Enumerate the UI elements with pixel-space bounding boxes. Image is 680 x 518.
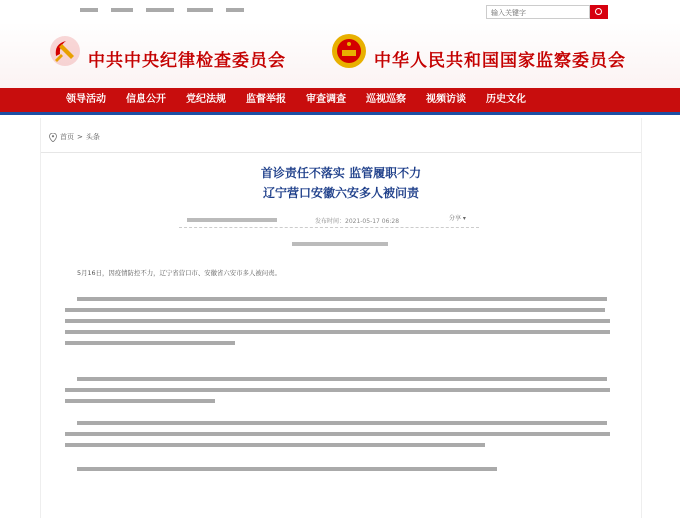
breadcrumb-current[interactable]: 头条 <box>85 133 100 141</box>
search-input[interactable]: 输入关键字 <box>486 5 590 19</box>
article-date: 发布时间：2021-05-17 06:28 <box>315 218 400 225</box>
article-title-line2: 辽宁营口安徽六安多人被问责 <box>262 186 419 200</box>
site-title-right: 中华人民共和国国家监察委员会 <box>374 51 626 71</box>
top-link[interactable] <box>187 6 216 14</box>
article-byline <box>41 240 641 247</box>
search-button[interactable] <box>590 5 608 19</box>
nav-item-leadership[interactable]: 领导活动 <box>66 94 106 105</box>
national-emblem-icon <box>330 32 368 70</box>
article-paragraph-5 <box>65 464 617 475</box>
breadcrumb-home[interactable]: 首页 <box>60 133 74 141</box>
top-bar <box>0 0 680 22</box>
article-paragraph-4 <box>65 418 617 451</box>
nav-item-inspection[interactable]: 巡视巡察 <box>366 94 406 105</box>
nav-item-investigation[interactable]: 审查调查 <box>306 94 346 105</box>
nav-item-report[interactable]: 监督举报 <box>246 94 286 105</box>
breadcrumb-separator: > <box>77 133 83 141</box>
article-container <box>40 118 642 518</box>
party-emblem-icon <box>48 34 82 68</box>
article-title-line1: 首诊责任不落实 监管履职不力 <box>260 166 422 180</box>
share-button[interactable]: 分享 ▾ <box>449 215 466 222</box>
divider <box>41 152 641 153</box>
article-paragraph-3 <box>65 374 617 407</box>
article-paragraph-2 <box>65 294 617 349</box>
article-meta <box>179 213 479 228</box>
top-link[interactable] <box>146 6 177 14</box>
article-source <box>187 216 280 223</box>
site-title-left: 中共中央纪律检查委员会 <box>88 51 286 71</box>
location-pin-icon <box>49 133 57 142</box>
top-link[interactable] <box>226 6 247 14</box>
top-link[interactable] <box>80 6 101 14</box>
top-links <box>80 6 247 14</box>
nav-item-regulations[interactable]: 党纪法规 <box>186 94 226 105</box>
share-label: 分享 <box>449 215 462 222</box>
nav-item-video[interactable]: 视频访谈 <box>426 94 466 105</box>
site-header <box>0 22 680 88</box>
breadcrumb <box>49 132 100 142</box>
nav-item-history[interactable]: 历史文化 <box>486 94 526 105</box>
main-nav <box>0 88 680 115</box>
article-paragraph-1 <box>65 268 617 279</box>
top-link[interactable] <box>111 6 136 14</box>
nav-item-info[interactable]: 信息公开 <box>126 94 166 105</box>
paragraph-lead: 5月16日，因疫情防控不力，辽宁省营口市、安徽省六安市多人被问责。 <box>77 269 281 277</box>
